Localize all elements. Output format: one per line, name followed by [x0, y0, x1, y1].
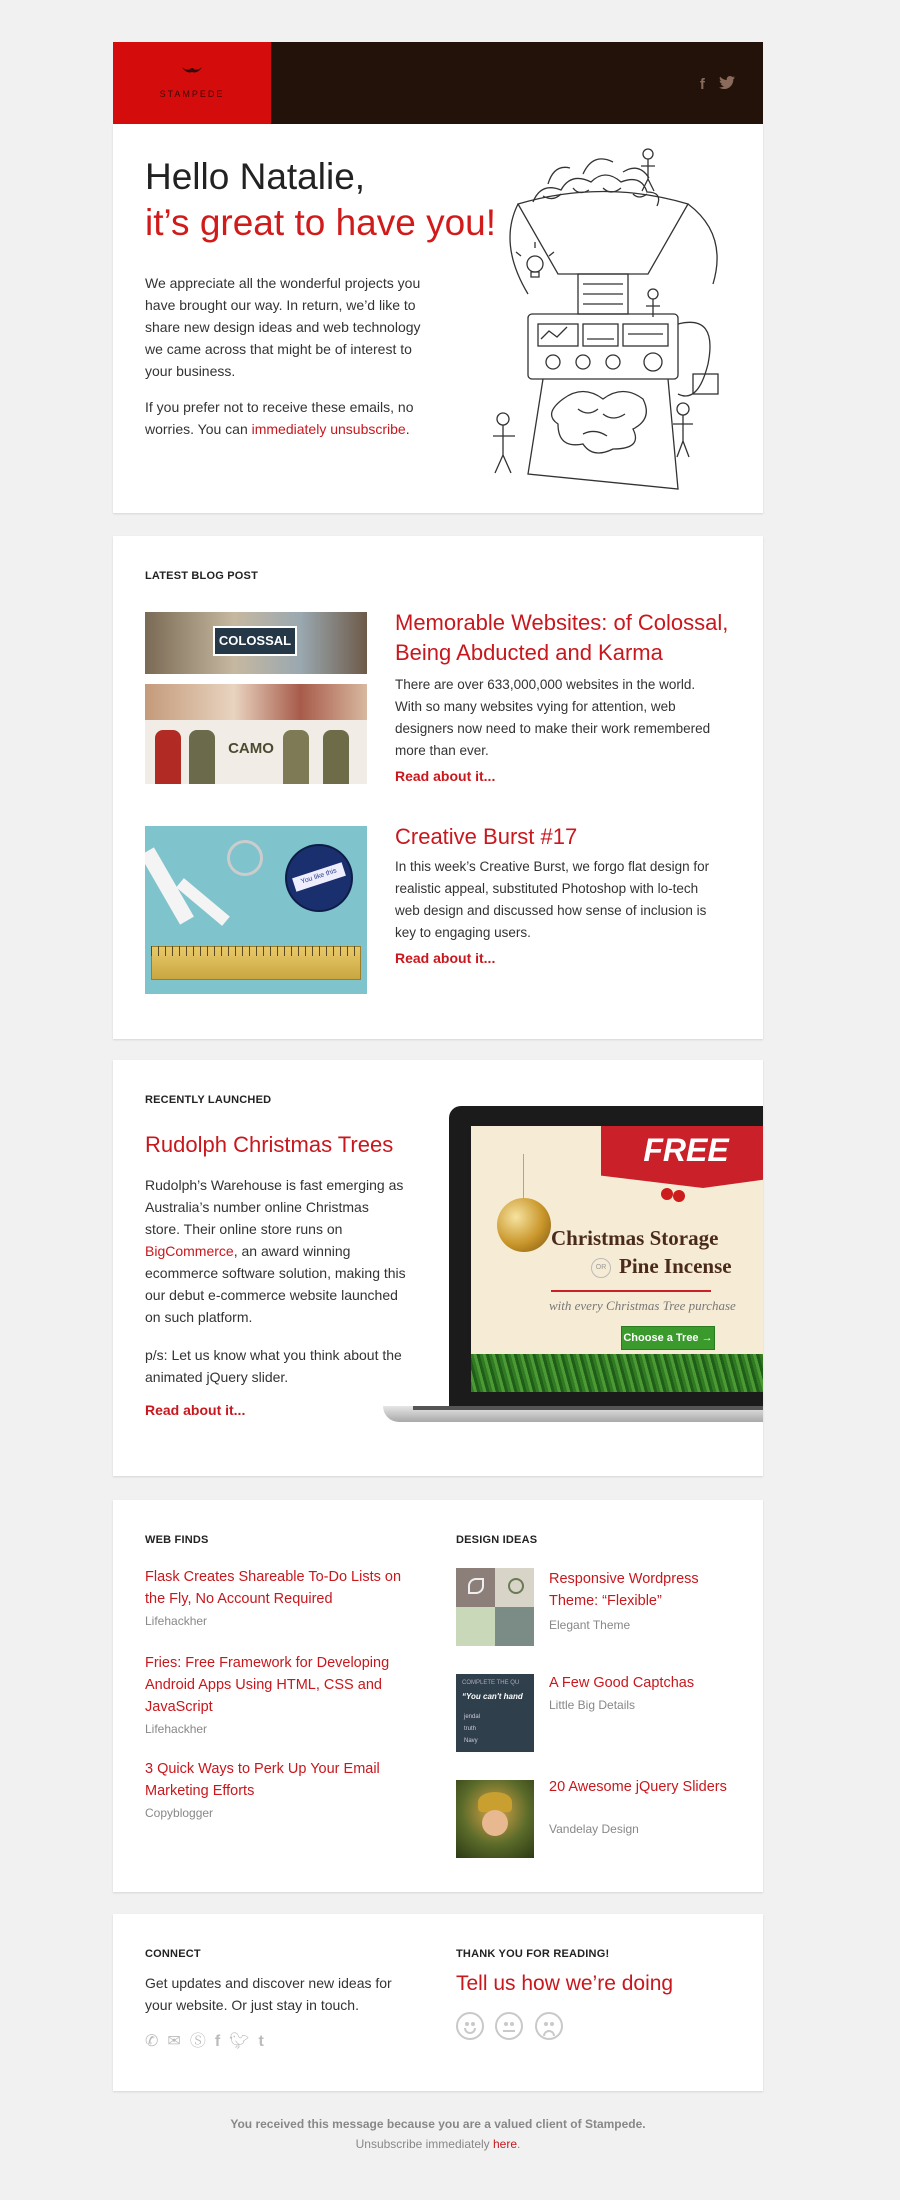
design-idea-source: Little Big Details [549, 1698, 636, 1712]
header-social [690, 76, 735, 93]
greeting: Hello Natalie, [145, 156, 366, 197]
bigcommerce-link[interactable]: BigCommerce [145, 1243, 234, 1259]
section-label: RECENTLY LAUNCHED [145, 1094, 272, 1106]
phone-icon[interactable]: ✆ [145, 2033, 168, 2050]
read-more-link[interactable]: Read about it... [395, 950, 496, 966]
tagline: it’s great to have you! [145, 202, 497, 243]
thanks-label: THANK YOU FOR READING! [456, 1948, 610, 1960]
feedback-title[interactable]: Tell us how we’re doing [456, 1972, 674, 1995]
web-find-link[interactable]: Fries: Free Framework for Developing Android Apps Using HTML, CSS and JavaScript [145, 1655, 390, 1715]
hero-section [113, 124, 763, 513]
happy-face-icon[interactable] [456, 2012, 484, 2040]
project-title[interactable]: Rudolph Christmas Trees [145, 1132, 394, 1157]
camo-text: CAMO [228, 740, 274, 757]
finds-section [113, 1500, 763, 1892]
free-banner: FREE [643, 1132, 729, 1168]
design-idea-thumb-captchas[interactable]: COMPLETE THE QU “You can't hand jendal truth Navy [456, 1674, 534, 1752]
brand-name: STAMPEDE [159, 89, 225, 99]
footer-unsubscribe-link[interactable]: here [493, 2137, 518, 2151]
choose-tree-button[interactable]: Choose a Tree → [621, 1326, 715, 1350]
recently-launched-section [113, 1060, 763, 1476]
intro-paragraph: We appreciate all the wonderful projects you have brought our way. In return, we’d like to share new design ideas and web technology we came across that might be of interest to your business. [145, 275, 421, 379]
design-ideas-label: DESIGN IDEAS [456, 1534, 538, 1546]
web-finds-label: WEB FINDS [145, 1534, 209, 1546]
footer-notice: You received this message because you are a valued client of Stampede. [230, 2117, 646, 2131]
logo-mark-icon [113, 64, 271, 81]
promo-subline: with every Christmas Tree purchase [549, 1298, 736, 1313]
web-find-source: Lifehackher [145, 1722, 208, 1736]
brand-logo[interactable] [113, 42, 271, 124]
mail-icon[interactable]: ✉ [167, 2033, 190, 2050]
colossal-logo: COLOSSAL [213, 626, 297, 656]
design-idea-source: Elegant Theme [549, 1618, 631, 1632]
post-excerpt: There are over 633,000,000 websites in the world. With so many websites vying for attention, web designers now need to make their work remembered more than ever. [395, 677, 711, 758]
project-description: Rudolph’s Warehouse is fast emerging as Australia’s number online Christmas store. Their online store runs on BigCommerce, an award winning ecommerce software solution, making this our debut e-commerce website launched on such platform. [145, 1177, 406, 1325]
facebook-icon[interactable]: f [699, 76, 705, 93]
design-idea-thumb-sliders[interactable] [456, 1780, 534, 1858]
sad-face-icon[interactable] [535, 2012, 563, 2040]
post-title[interactable]: Memorable Websites: of Colossal, Being Abducted and Karma [395, 610, 729, 665]
design-idea-link[interactable]: 20 Awesome jQuery Sliders [549, 1779, 727, 1795]
twitter-icon[interactable] [719, 76, 735, 93]
design-idea-link[interactable]: Responsive Wordpress Theme: “Flexible” [549, 1571, 699, 1609]
web-find-source: Lifehackher [145, 1614, 208, 1628]
email-header [113, 42, 763, 124]
connect-section [113, 1914, 763, 2091]
neutral-face-icon[interactable] [495, 2012, 523, 2040]
laptop-screen [449, 1106, 763, 1406]
blog-thumb-creative-burst[interactable] [145, 826, 367, 994]
design-idea-source: Vandelay Design [549, 1822, 639, 1836]
promo-line-2: Pine Incense [619, 1254, 732, 1278]
blog-thumb-colossal[interactable] [145, 612, 367, 784]
brain-machine-illustration [483, 144, 723, 504]
read-more-link[interactable]: Read about it... [395, 768, 496, 784]
like-badge-text: You like this [292, 862, 346, 891]
website-screenshot[interactable] [471, 1126, 763, 1392]
tumblr-icon[interactable]: t [258, 2033, 273, 2050]
unsubscribe-link[interactable]: immediately unsubscribe [251, 421, 406, 437]
web-find-link[interactable]: 3 Quick Ways to Perk Up Your Email Marketing Efforts [145, 1761, 380, 1799]
feedback-faces [456, 2012, 570, 2045]
web-find-link[interactable]: Flask Creates Shareable To-Do Lists on the Fly, No Account Required [145, 1569, 402, 1607]
facebook-icon[interactable]: f [214, 2033, 230, 2050]
web-find-source: Copyblogger [145, 1806, 214, 1820]
ps-note: p/s: Let us know what you think about the animated jQuery slider. [145, 1347, 402, 1385]
unsubscribe-paragraph: If you prefer not to receive these emails, no worries. You can immediately unsubscribe. [145, 399, 414, 437]
latest-blog-section [113, 536, 763, 1039]
twitter-icon[interactable]: 🐦︎ [229, 2033, 259, 2050]
post-excerpt: In this week’s Creative Burst, we forgo flat design for realistic appeal, substituted Photoshop with lo-tech web design and discussed how sense of inclusion is key to engaging users. [395, 859, 710, 940]
ornament-icon [497, 1198, 551, 1252]
connect-label: CONNECT [145, 1948, 201, 1960]
hero-heading [145, 154, 496, 246]
section-label: LATEST BLOG POST [145, 570, 258, 582]
connect-text: Get updates and discover new ideas for your website. Or just stay in touch. [145, 1975, 392, 2013]
read-more-link[interactable]: Read about it... [145, 1402, 246, 1418]
footer-unsubscribe: Unsubscribe immediately here. [355, 2137, 521, 2151]
skype-icon[interactable]: Ⓢ [189, 2033, 215, 2050]
post-title[interactable]: Creative Burst #17 [395, 824, 578, 849]
connect-icons [145, 2028, 273, 2051]
design-idea-link[interactable]: A Few Good Captchas [549, 1675, 695, 1691]
design-idea-thumb-flexible[interactable] [456, 1568, 534, 1646]
or-badge: OR [591, 1258, 611, 1278]
promo-line-1: Christmas Storage [551, 1226, 719, 1250]
